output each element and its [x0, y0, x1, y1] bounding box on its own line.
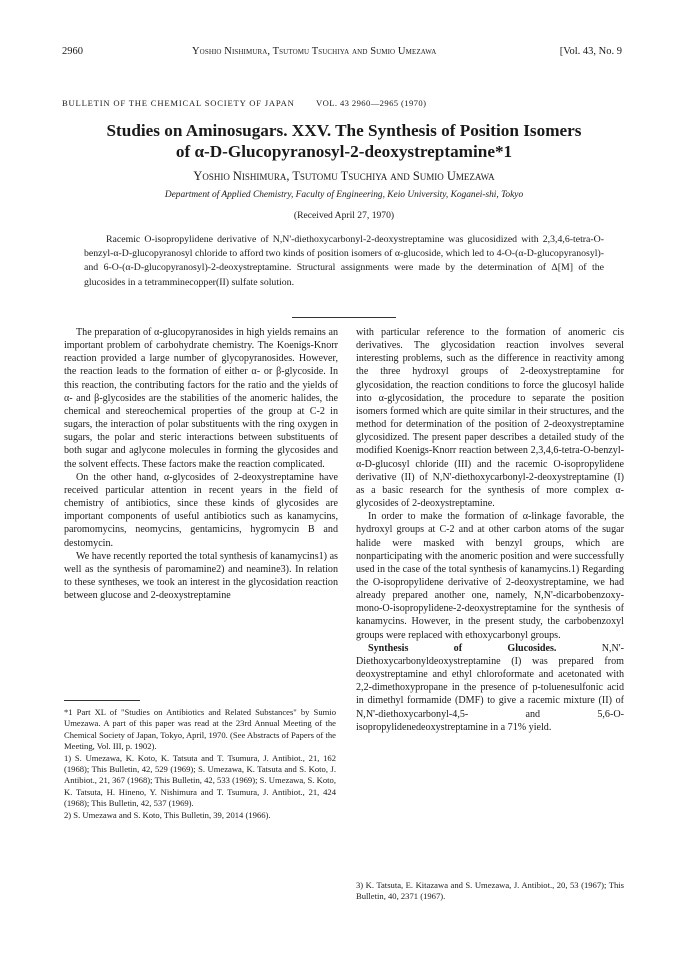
affiliation: Department of Applied Chemistry, Faculty of Engineering, Keio University, Koganei-shi, Tokyo: [164, 190, 524, 200]
body-paragraph: The preparation of α-glucopyranosides in high yields remains an important problem of carbohydrate chemistry. The Koenigs-Knorr reaction provided a large number of glycopyranosides. However, the reaction leads to the formation of either α- or β-glycoside. In this reaction, the contributing factors for the ratio and the yields of α- and β-glycosides are the stabilities of the anomeric halides, the chemical and stereochemical properties of the group at C-2 in sugars, the interaction of polar substituents with the ring oxygen in sugars, the polar and steric interactions between substituents of both sugar and aglycone molecules in forming the glycosides and the solvent effects. These factors make the reaction complicated.: [64, 327, 338, 470]
body-paragraph: We have recently reported the total synthesis of kanamycins1) as well as the synthesis of paromamine2) and neamine3). In relation to these syntheses, we took an interest in the glycosidation reaction between glucose and 2-deoxystreptamine: [64, 550, 338, 602]
running-head-volume: [Vol. 43, No. 9: [559, 46, 622, 57]
running-head: [62, 46, 622, 62]
article-title: [40, 120, 648, 162]
footnote: 2) S. Umezawa and S. Koto, This Bulletin, 39, 2014 (1966).: [64, 809, 271, 820]
footnote: 1) S. Umezawa, K. Koto, K. Tatsuta and T. Tsumura, J. Antibiot., 21, 162 (1968); This Bulletin, 42, 529 (1969); S. Umezawa, K. Tatsuta and S. Koto, J. Antibiot., 21, 367 (1968); This Bulletin, 42, 533 (1969); S. Umezawa, S. Koto, K. Tatsuta, H. Hineno, Y. Nishimura and T. Tsumura, J. Antibiot., 21, 424 (1968); This Bulletin, 42, 537 (1969).: [64, 752, 336, 809]
body-paragraph: On the other hand, α-glycosides of 2-deoxystreptamine have received particular attention in recent years in the field of chemistry of antibiotics, since these kinds of glycosides are important components of useful antibiotics such as kanamycins, paromomycins, neomycins, gentamicins, hygromycin B and destomycin.: [64, 471, 338, 549]
left-column: [64, 326, 338, 602]
journal-line: [62, 98, 622, 108]
received-date: (Received April 27, 1970): [293, 210, 395, 221]
running-head-authors: Yoshio Nishimura, Tsutomu Tsuchiya and Sumio Umezawa: [192, 46, 437, 57]
footnote: *1 Part XL of "Studies on Antibiotics and Related Substances" by Sumio Umezawa. A part of this paper was read at the 23rd Annual Meeting of the Chemical Society of Japan, Tokyo, April, 1970. (See Abstracts of Papers of the Meeting, Vol. III, p. 1902).: [64, 707, 336, 752]
journal-citation: VOL. 43 2960—2965 (1970): [316, 98, 427, 108]
footnotes-right: [356, 880, 624, 903]
section-divider: [292, 317, 396, 318]
abstract: [84, 233, 604, 290]
synthesis-text: N,N'-Diethoxycarbonyldeoxystreptamine (I) was prepared from deoxystreptamine and ethyl chloroformate and acetonated with 2,2-dimethoxypropane in the presence of p-toluenesulfonic acid in dimethyl formamide (DMF) to give a racemic mixture (II) of N,N'-diethoxycarbonyl-4,5- and 5,6-O-isopropylidenedeoxystreptamine in a 71% yield.: [356, 642, 624, 733]
body-paragraph: In order to make the formation of α-linkage favorable, the hydroxyl groups at C-2 and at other carbon atoms of the sugar halide were masked with benzyl groups, which are nonparticipating with the anomeric position and were successfully used in the case of the total synthesis of kanamycins.1) Regarding the O-isopropylidene derivative of 2-deoxystreptamine, we had already prepared another one, namely, N,N'-dicarbobenzoxy-mono-O-isopropylidene-2-deoxystreptamine for the synthesis of kanamycins. However, in the present study, the carbobenzoxyl groups were replaced with ethoxycarbonyl groups.: [356, 511, 624, 641]
footnotes-left: [64, 707, 336, 821]
author-list: Yoshio Nishimura, Tsutomu Tsuchiya and Sumio Umezawa: [193, 169, 495, 183]
page-number: 2960: [62, 46, 83, 57]
title-line-2: of α-D-Glucopyranosyl-2-deoxystreptamine*1: [175, 142, 513, 161]
abstract-text: Racemic O-isopropylidene derivative of N,N'-diethoxycarbonyl-2-deoxystreptamine was glucosidized with 2,3,4,6-tetra-O-benzyl-α-D-glucopyranosyl chloride to afford two kinds of position isomers of α-glucoside, which led to 4-O-(α-D-glucopyranosyl)- and 6-O-(α-D-glucopyranosyl)-2-deoxystreptamine. Structural assignments were made by the determination of Δ[M] of the glucosides in a tetramminecopper(II) sulfate solution.: [84, 234, 604, 288]
title-line-1: Studies on Aminosugars. XXV. The Synthesis of Position Isomers: [106, 121, 582, 140]
synthesis-paragraph: [356, 642, 624, 734]
section-heading: Synthesis of Glucosides.: [368, 642, 557, 654]
footnote-divider: [64, 700, 140, 701]
body-paragraph: with particular reference to the formation of anomeric cis derivatives. The glycosidation reaction involves several interesting problems, such as the difference in reactivity among the three hydroxyl groups of 2-deoxystreptamine for glycosidation, the reaction conditions to force the glucosyl halide into α-glycosidation, the procedure to separate the position isomers formed which are quite similar in their structures, and the method for determination of the position of 2-deoxystreptamine glycosidized. The present paper describes a detailed study of the modified Koenigs-Knorr reaction between 2,3,4,6-tetra-O-benzyl-α-D-glucosyl chloride (III) and the racemic O-isopropylidene derivative (II) of N,N'-diethoxycarbonyl-2-deoxystreptamine (I) as a basic research for the synthesis of more complex α-glycosides of 2-deoxystreptamine.: [356, 327, 624, 510]
right-column: [356, 326, 624, 734]
footnote: 3) K. Tatsuta, E. Kitazawa and S. Umezawa, J. Antibiot., 20, 53 (1967); This Bulletin, 40, 2371 (1967).: [356, 880, 624, 902]
journal-name: BULLETIN OF THE CHEMICAL SOCIETY OF JAPAN: [62, 98, 295, 108]
